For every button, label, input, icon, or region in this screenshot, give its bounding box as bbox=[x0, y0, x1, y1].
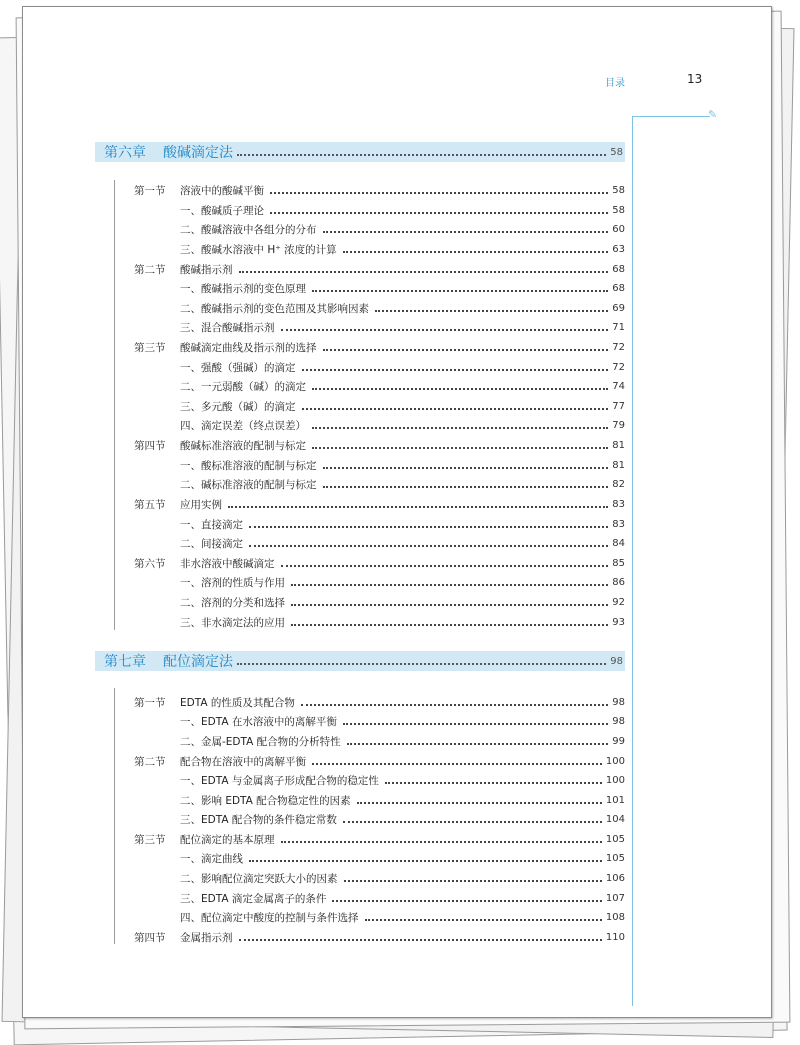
chapter-page: 98 bbox=[610, 655, 623, 667]
chapter-title: 酸碱滴定法 bbox=[163, 145, 233, 161]
section-number: 第三节 bbox=[134, 341, 166, 354]
toc-item[interactable] bbox=[180, 732, 625, 750]
item-page: 84 bbox=[612, 537, 625, 549]
leader-dots bbox=[312, 388, 608, 390]
toc-item[interactable] bbox=[180, 515, 625, 533]
section-page: 72 bbox=[612, 341, 625, 353]
section-title: 溶液中的酸碱平衡 bbox=[180, 184, 264, 197]
chapter-heading bbox=[95, 651, 625, 671]
item-page: 71 bbox=[612, 321, 625, 333]
toc-section[interactable] bbox=[134, 495, 625, 513]
leader-dots bbox=[249, 860, 602, 862]
toc-item[interactable] bbox=[180, 456, 625, 474]
toc-item[interactable] bbox=[180, 416, 625, 434]
item-title: 四、滴定误差（终点误差） bbox=[180, 419, 306, 432]
leader-dots bbox=[291, 624, 608, 626]
chapter-page: 58 bbox=[610, 146, 623, 158]
leader-dots bbox=[357, 802, 602, 804]
leader-dots bbox=[291, 584, 608, 586]
item-title: 一、强酸（强碱）的滴定 bbox=[180, 361, 296, 374]
leader-dots bbox=[375, 310, 608, 312]
item-page: 74 bbox=[612, 380, 625, 392]
section-number: 第四节 bbox=[134, 439, 166, 452]
section-number: 第四节 bbox=[134, 931, 166, 944]
leader-dots bbox=[312, 290, 608, 292]
item-page: 58 bbox=[612, 204, 625, 216]
toc-section[interactable] bbox=[134, 436, 625, 454]
item-page: 100 bbox=[605, 774, 625, 786]
item-title: 四、配位滴定中酸度的控制与条件选择 bbox=[180, 911, 359, 924]
leader-dots bbox=[249, 526, 608, 528]
item-page: 72 bbox=[612, 361, 625, 373]
toc-section[interactable] bbox=[134, 181, 625, 199]
toc-item[interactable] bbox=[180, 299, 625, 317]
item-page: 82 bbox=[612, 478, 625, 490]
toc-item[interactable] bbox=[180, 593, 625, 611]
leader-dots bbox=[344, 880, 602, 882]
section-title: 配合物在溶液中的离解平衡 bbox=[180, 755, 306, 768]
item-title: 二、酸碱指示剂的变色范围及其影响因素 bbox=[180, 302, 369, 315]
item-page: 77 bbox=[612, 400, 625, 412]
section-page: 98 bbox=[612, 696, 625, 708]
toc-item[interactable] bbox=[180, 318, 625, 336]
margin-rule-top bbox=[632, 116, 710, 117]
leader-dots bbox=[323, 467, 609, 469]
section-number: 第一节 bbox=[134, 184, 166, 197]
toc-section[interactable] bbox=[134, 693, 625, 711]
item-title: 一、酸标准溶液的配制与标定 bbox=[180, 459, 317, 472]
toc-item[interactable] bbox=[180, 220, 625, 238]
item-page: 104 bbox=[605, 813, 625, 825]
leader-dots bbox=[312, 427, 608, 429]
leader-dots bbox=[281, 329, 609, 331]
toc-section[interactable] bbox=[134, 554, 625, 572]
leader-dots bbox=[323, 349, 609, 351]
item-title: 一、直接滴定 bbox=[180, 518, 243, 531]
section-page: 81 bbox=[612, 439, 625, 451]
leader-dots bbox=[312, 447, 608, 449]
leader-dots bbox=[302, 408, 609, 410]
toc-item[interactable] bbox=[180, 534, 625, 552]
leader-dots bbox=[323, 231, 609, 233]
leader-dots bbox=[237, 663, 606, 665]
item-title: 三、混合酸碱指示剂 bbox=[180, 321, 275, 334]
chapter-label: 第七章 bbox=[104, 654, 146, 670]
item-title: 二、溶剂的分类和选择 bbox=[180, 596, 285, 609]
toc-item[interactable] bbox=[180, 849, 625, 867]
leader-dots bbox=[270, 212, 608, 214]
margin-rule-vertical bbox=[632, 116, 633, 1006]
item-page: 81 bbox=[612, 459, 625, 471]
chapter-heading bbox=[95, 142, 625, 162]
toc-item[interactable] bbox=[180, 869, 625, 887]
leader-dots bbox=[302, 369, 609, 371]
section-number: 第五节 bbox=[134, 498, 166, 511]
item-page: 108 bbox=[605, 911, 625, 923]
item-page: 69 bbox=[612, 302, 625, 314]
item-title: 二、间接滴定 bbox=[180, 537, 243, 550]
item-page: 79 bbox=[612, 419, 625, 431]
section-bar bbox=[114, 180, 115, 630]
toc-item[interactable] bbox=[180, 201, 625, 219]
pen-icon: ✎ bbox=[708, 108, 718, 121]
toc-section[interactable] bbox=[134, 752, 625, 770]
section-page: 110 bbox=[605, 931, 625, 943]
item-title: 一、EDTA 与金属离子形成配合物的稳定性 bbox=[180, 774, 379, 787]
item-page: 60 bbox=[612, 223, 625, 235]
item-title: 一、滴定曲线 bbox=[180, 852, 243, 865]
leader-dots bbox=[281, 841, 602, 843]
leader-dots bbox=[239, 271, 609, 273]
chapter-title: 配位滴定法 bbox=[163, 654, 233, 670]
leader-dots bbox=[343, 821, 602, 823]
leader-dots bbox=[249, 545, 608, 547]
item-page: 106 bbox=[605, 872, 625, 884]
item-page: 101 bbox=[605, 794, 625, 806]
toc-item[interactable] bbox=[180, 712, 625, 730]
item-title: 一、酸碱指示剂的变色原理 bbox=[180, 282, 306, 295]
item-page: 68 bbox=[612, 282, 625, 294]
section-number: 第二节 bbox=[134, 755, 166, 768]
section-title: 酸碱滴定曲线及指示剂的选择 bbox=[180, 341, 317, 354]
toc-item[interactable] bbox=[180, 908, 625, 926]
toc-item[interactable] bbox=[180, 397, 625, 415]
leader-dots bbox=[301, 704, 608, 706]
toc-item[interactable] bbox=[180, 889, 625, 907]
toc-item[interactable] bbox=[180, 771, 625, 789]
toc-section[interactable] bbox=[134, 928, 625, 946]
leader-dots bbox=[291, 604, 608, 606]
section-title: 酸碱标准溶液的配制与标定 bbox=[180, 439, 306, 452]
leader-dots bbox=[237, 154, 606, 156]
item-title: 一、EDTA 在水溶液中的离解平衡 bbox=[180, 715, 337, 728]
toc-item[interactable] bbox=[180, 810, 625, 828]
section-number: 第六节 bbox=[134, 557, 166, 570]
leader-dots bbox=[323, 486, 609, 488]
item-page: 83 bbox=[612, 518, 625, 530]
item-title: 二、酸碱溶液中各组分的分布 bbox=[180, 223, 317, 236]
item-title: 二、一元弱酸（碱）的滴定 bbox=[180, 380, 306, 393]
toc-item[interactable] bbox=[180, 377, 625, 395]
leader-dots bbox=[343, 723, 608, 725]
section-title: 非水溶液中酸碱滴定 bbox=[180, 557, 275, 570]
page-number: 13 bbox=[687, 72, 703, 86]
item-title: 二、金属-EDTA 配合物的分析特性 bbox=[180, 735, 341, 748]
item-title: 一、酸碱质子理论 bbox=[180, 204, 264, 217]
item-title: 三、EDTA 配合物的条件稳定常数 bbox=[180, 813, 337, 826]
item-page: 99 bbox=[612, 735, 625, 747]
leader-dots bbox=[343, 251, 609, 253]
section-page: 68 bbox=[612, 263, 625, 275]
item-title: 二、影响配位滴定突跃大小的因素 bbox=[180, 872, 338, 885]
section-page: 83 bbox=[612, 498, 625, 510]
leader-dots bbox=[365, 919, 602, 921]
toc-item[interactable] bbox=[180, 240, 625, 258]
leader-dots bbox=[270, 192, 608, 194]
leader-dots bbox=[281, 565, 609, 567]
item-title: 三、多元酸（碱）的滴定 bbox=[180, 400, 296, 413]
leader-dots bbox=[239, 939, 602, 941]
toc-item[interactable] bbox=[180, 279, 625, 297]
item-title: 一、溶剂的性质与作用 bbox=[180, 576, 285, 589]
section-page: 58 bbox=[612, 184, 625, 196]
item-page: 107 bbox=[605, 892, 625, 904]
section-number: 第二节 bbox=[134, 263, 166, 276]
section-title: 配位滴定的基本原理 bbox=[180, 833, 275, 846]
leader-dots bbox=[385, 782, 602, 784]
toc-item[interactable] bbox=[180, 475, 625, 493]
toc-item[interactable] bbox=[180, 573, 625, 591]
section-page: 85 bbox=[612, 557, 625, 569]
section-page: 105 bbox=[605, 833, 625, 845]
section-title: EDTA 的性质及其配合物 bbox=[180, 696, 295, 709]
item-page: 92 bbox=[612, 596, 625, 608]
section-title: 酸碱指示剂 bbox=[180, 263, 233, 276]
toc-item[interactable] bbox=[180, 791, 625, 809]
item-title: 二、碱标准溶液的配制与标定 bbox=[180, 478, 317, 491]
chapter-label: 第六章 bbox=[104, 145, 146, 161]
toc-section[interactable] bbox=[134, 830, 625, 848]
leader-dots bbox=[332, 900, 602, 902]
leader-dots bbox=[228, 506, 608, 508]
item-page: 86 bbox=[612, 576, 625, 588]
item-title: 二、影响 EDTA 配合物稳定性的因素 bbox=[180, 794, 351, 807]
item-page: 63 bbox=[612, 243, 625, 255]
item-title: 三、EDTA 滴定金属离子的条件 bbox=[180, 892, 327, 905]
section-number: 第三节 bbox=[134, 833, 166, 846]
toc-item[interactable] bbox=[180, 613, 625, 631]
item-page: 98 bbox=[612, 715, 625, 727]
running-header-title: 目录 bbox=[605, 78, 625, 89]
item-page: 105 bbox=[605, 852, 625, 864]
toc-item[interactable] bbox=[180, 358, 625, 376]
section-bar bbox=[114, 688, 115, 944]
leader-dots bbox=[312, 763, 602, 765]
section-number: 第一节 bbox=[134, 696, 166, 709]
item-title: 三、酸碱水溶液中 H⁺ 浓度的计算 bbox=[180, 243, 337, 256]
section-title: 应用实例 bbox=[180, 498, 222, 511]
section-page: 100 bbox=[605, 755, 625, 767]
item-page: 93 bbox=[612, 616, 625, 628]
item-title: 三、非水滴定法的应用 bbox=[180, 616, 285, 629]
section-title: 金属指示剂 bbox=[180, 931, 233, 944]
toc-section[interactable] bbox=[134, 338, 625, 356]
leader-dots bbox=[347, 743, 609, 745]
toc-section[interactable] bbox=[134, 260, 625, 278]
